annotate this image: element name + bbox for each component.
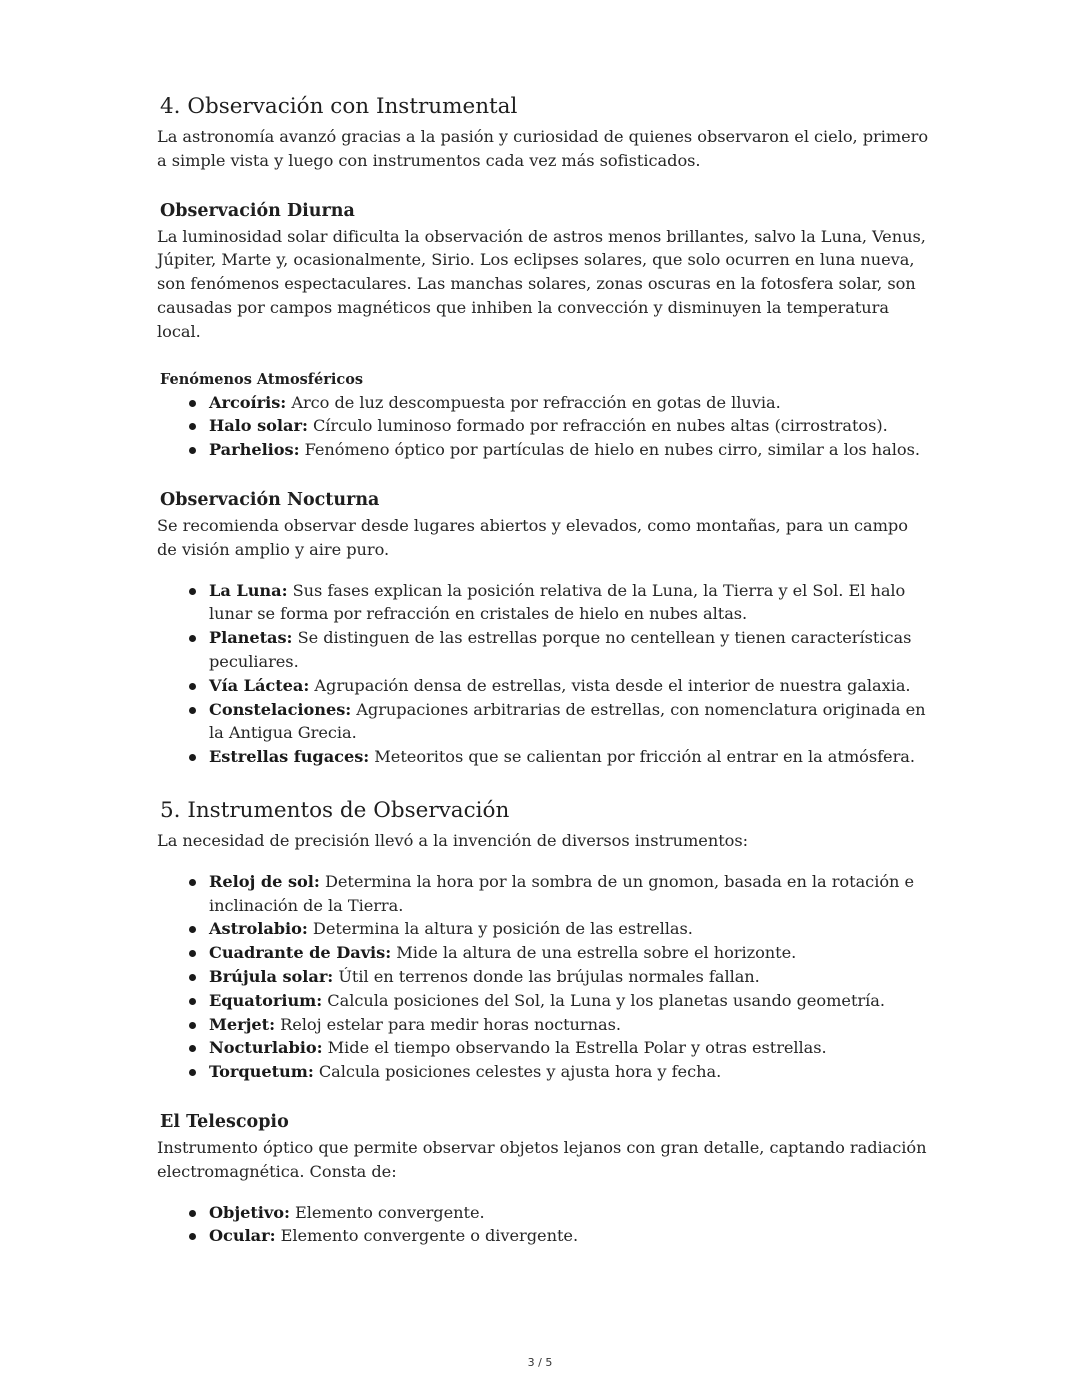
item-term: Vía Láctea: (209, 675, 310, 695)
list-item (209, 438, 932, 462)
page-number: 3 / 5 (527, 1356, 553, 1369)
list-item (209, 1060, 932, 1084)
diurna-heading: Observación Diurna (160, 200, 355, 221)
item-term: La Luna: (209, 580, 288, 600)
item-term: Cuadrante de Davis: (209, 943, 392, 963)
item-desc: Determina la altura y posición de las estrellas. (307, 919, 693, 939)
item-desc: Calcula posiciones celestes y ajusta hora y fecha. (313, 1062, 722, 1082)
list-item (209, 965, 932, 989)
list-item (209, 1201, 932, 1225)
item-desc: Reloj estelar para medir horas nocturnas. (275, 1014, 621, 1034)
item-desc: Determina la hora por la sombra de un gnomon, basada en la rotación e inclinación de la Tierra. (209, 871, 915, 915)
nocturna-list (157, 579, 932, 769)
item-desc: Fenómeno óptico por partículas de hielo en nubes cirro, similar a los halos. (299, 440, 920, 460)
item-desc: Meteoritos que se calientan por fricción al entrar en la atmósfera. (369, 747, 915, 767)
list-item (209, 1013, 932, 1037)
list-item (209, 941, 932, 965)
document-page (157, 92, 932, 1248)
item-desc: Agrupación densa de estrellas, vista desde el interior de nuestra galaxia. (309, 675, 911, 695)
item-desc: Elemento convergente. (289, 1202, 485, 1222)
item-desc: Se distinguen de las estrellas porque no centellean y tienen características peculiares. (209, 628, 912, 671)
item-term: Nocturlabio: (209, 1038, 323, 1058)
atmosfericos-heading: Fenómenos Atmosféricos (160, 370, 364, 388)
nocturna-heading: Observación Nocturna (160, 489, 380, 510)
item-term: Brújula solar: (209, 966, 334, 986)
item-desc: Elemento convergente o divergente. (275, 1226, 579, 1246)
item-desc: Mide el tiempo observando la Estrella Polar y otras estrellas. (322, 1038, 827, 1058)
item-term: Parhelios: (209, 440, 300, 460)
telescopio-text: Instrumento óptico que permite observar objetos lejanos con gran detalle, captando radiación electromagnética. Consta de: (157, 1137, 927, 1181)
section-4-intro: La astronomía avanzó gracias a la pasión y curiosidad de quienes observaron el cielo, primero a simple vista y luego con instrumentos cada vez más sofisticados. (157, 127, 929, 170)
list-item (209, 414, 932, 438)
list-item (209, 917, 932, 941)
item-desc: Útil en terrenos donde las brújulas normales fallan. (333, 966, 760, 986)
list-item (209, 626, 932, 674)
item-desc: Calcula posiciones del Sol, la Luna y los planetas usando geometría. (322, 990, 885, 1010)
section-4-heading: 4. Observación con Instrumental (160, 94, 518, 119)
list-item (209, 989, 932, 1013)
list-item (209, 391, 932, 415)
list-item (209, 674, 932, 698)
telescopio-heading: El Telescopio (160, 1111, 289, 1132)
list-item (209, 579, 932, 627)
item-term: Torquetum: (209, 1062, 314, 1082)
item-term: Arcoíris: (209, 392, 287, 412)
item-term: Planetas: (209, 628, 293, 648)
section-5-intro: La necesidad de precisión llevó a la invención de diversos instrumentos: (157, 830, 749, 850)
item-term: Constelaciones: (209, 699, 352, 719)
item-desc: Mide la altura de una estrella sobre el horizonte. (391, 943, 797, 963)
item-term: Merjet: (209, 1014, 276, 1034)
list-item (209, 1224, 932, 1248)
item-desc: Círculo luminoso formado por refracción en nubes altas (cirrostratos). (307, 416, 888, 436)
item-term: Objetivo: (209, 1202, 290, 1222)
item-term: Halo solar: (209, 416, 308, 436)
item-desc: Agrupaciones arbitrarias de estrellas, con nomenclatura originada en la Antigua Grecia. (209, 699, 926, 743)
nocturna-text: Se recomienda observar desde lugares abiertos y elevados, como montañas, para un campo de visión amplio y aire puro. (157, 515, 908, 559)
atmosfericos-list (157, 391, 932, 462)
item-desc: Sus fases explican la posición relativa de la Luna, la Tierra y el Sol. El halo lunar se forma por refracción en cristales de hielo en nubes altas. (209, 580, 906, 624)
item-term: Estrellas fugaces: (209, 747, 370, 767)
item-term: Ocular: (209, 1226, 276, 1246)
item-desc: Arco de luz descompuesta por refracción en gotas de lluvia. (286, 392, 781, 412)
item-term: Reloj de sol: (209, 871, 320, 891)
list-item (209, 1036, 932, 1060)
section-5-heading: 5. Instrumentos de Observación (160, 797, 510, 823)
list-item (209, 870, 932, 918)
item-term: Astrolabio: (209, 919, 308, 939)
list-item (209, 698, 932, 746)
item-term: Equatorium: (209, 990, 323, 1010)
telescopio-list (157, 1201, 932, 1249)
instrumentos-list (157, 870, 932, 1084)
list-item (209, 745, 932, 769)
diurna-text: La luminosidad solar dificulta la observación de astros menos brillantes, salvo la Luna, Venus, Júpiter, Marte y, ocasionalmente, Sirio. Los eclipses solares, que solo ocurren en luna nueva, son fenómenos espectaculares. Las manchas solares, zonas oscuras en la fotosfera solar, son causadas por campos magnéticos que inhiben la convección y disminuyen la temperatura local. (157, 226, 926, 341)
